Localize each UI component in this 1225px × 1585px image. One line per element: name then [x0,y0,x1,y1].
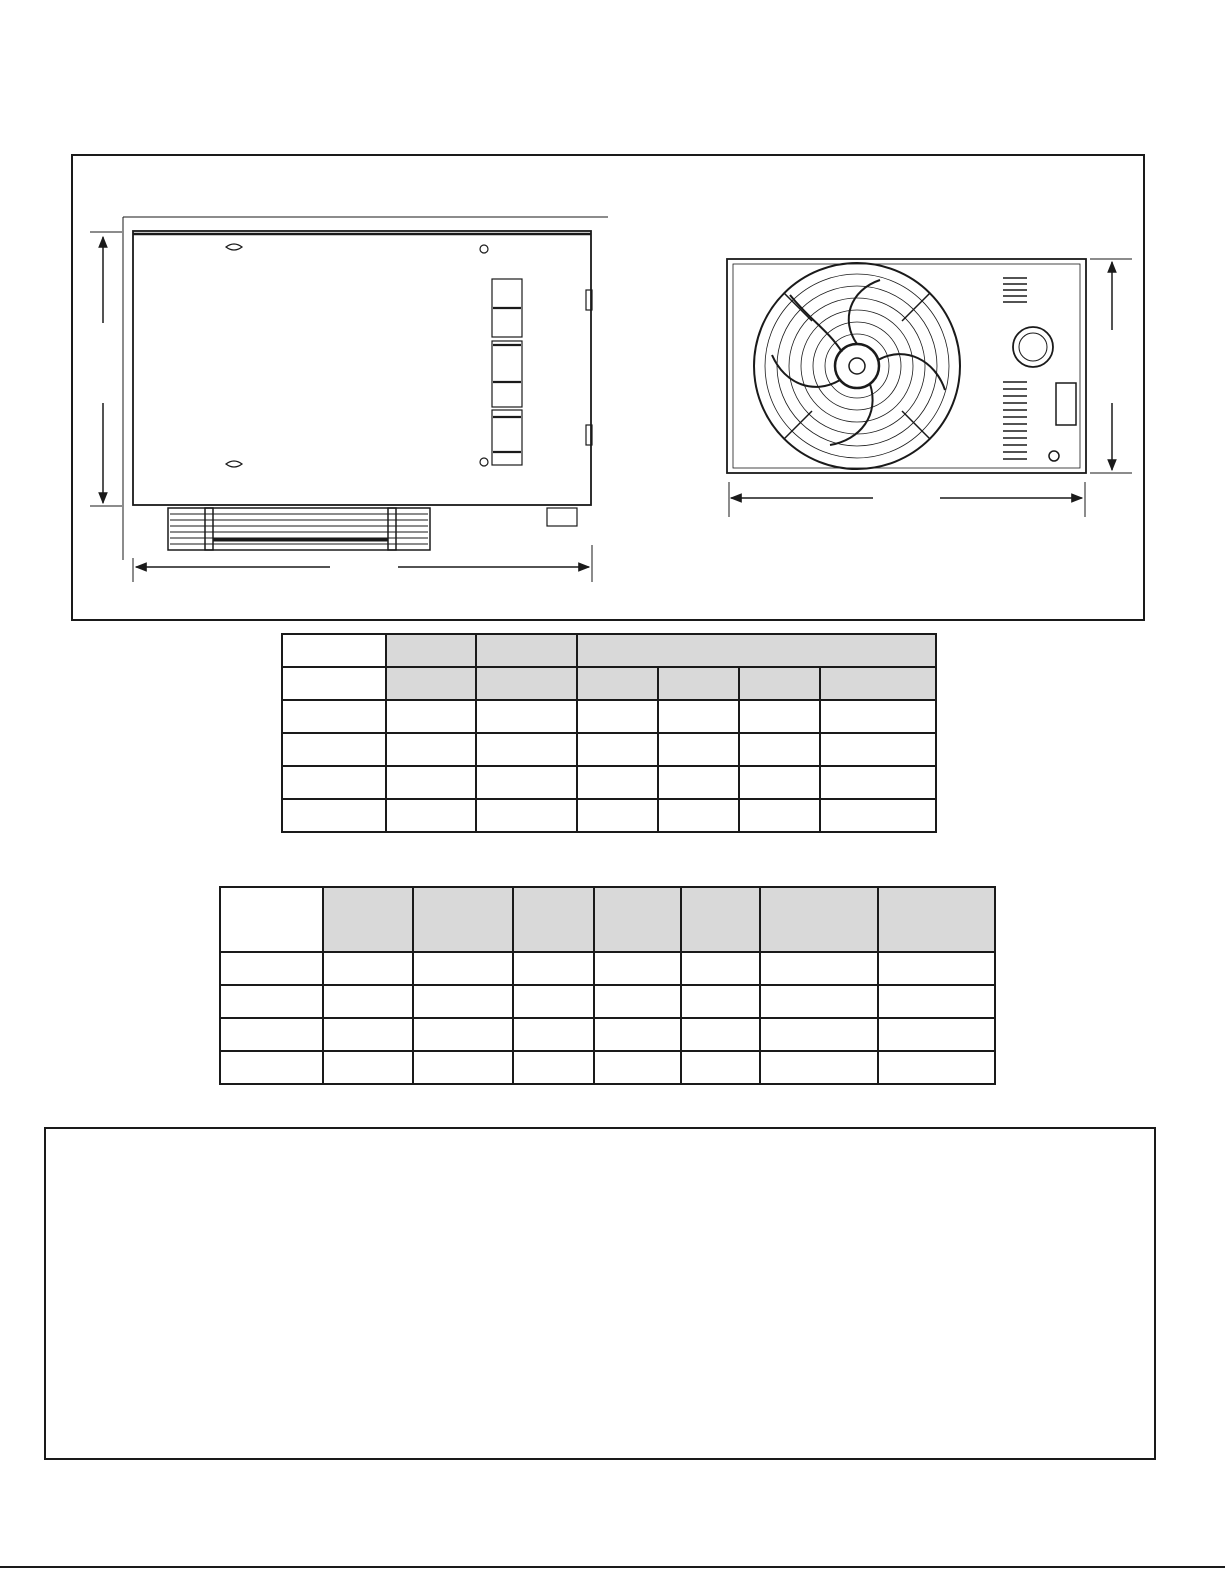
table-header-cell [577,634,936,667]
table-cell [681,952,760,985]
table-header-cell [323,887,413,952]
notes-box [44,1127,1156,1460]
table-cell [760,1051,878,1084]
table-cell [681,1051,760,1084]
table-cell [594,1051,681,1084]
table-header-cell [760,887,878,952]
table-row [220,985,995,1018]
table-cell [323,985,413,1018]
table-header-cell [476,634,577,667]
table-cell [739,799,820,832]
table-cell [323,1051,413,1084]
table-cell [681,985,760,1018]
table-cell [594,1018,681,1051]
table-cell [413,1018,513,1051]
table-cell [220,1051,323,1084]
table-cell [820,700,936,733]
table-header-cell [681,887,760,952]
table-cell [282,667,386,700]
table-cell [760,985,878,1018]
table-header-cell [594,887,681,952]
table-cell [476,700,577,733]
table-cell [658,733,739,766]
table-cell [323,952,413,985]
drawings-canvas [0,0,1225,640]
table-cell [386,766,476,799]
table-header-cell [413,887,513,952]
table-cell [820,799,936,832]
table-cell [323,1018,413,1051]
table-1-header-row-1 [282,634,936,667]
table-row [282,733,936,766]
table-cell [820,766,936,799]
table-row [282,766,936,799]
table-cell [878,985,995,1018]
table-cell [577,700,658,733]
table-cell [658,799,739,832]
table-cell [577,799,658,832]
table-cell [220,952,323,985]
table-cell [513,985,594,1018]
table-header-cell [878,887,995,952]
table-cell [282,766,386,799]
table-cell [386,700,476,733]
table-cell [760,1018,878,1051]
table-cell [739,733,820,766]
table-header-cell [386,634,476,667]
specifications-table [281,633,937,833]
unit-side-view-drawing [90,217,608,582]
table-header-cell [386,667,476,700]
table-row [220,1051,995,1084]
table-cell [282,733,386,766]
table-cell [386,799,476,832]
table-2-header-row [220,887,995,952]
table-cell [594,952,681,985]
table-cell [820,733,936,766]
table-cell [413,985,513,1018]
table-header-cell [739,667,820,700]
table-cell [577,733,658,766]
table-cell [476,799,577,832]
table-row [282,799,936,832]
footer-divider [0,1566,1225,1568]
table-1-header-row-2 [282,667,936,700]
table-cell [476,733,577,766]
table-cell [413,1051,513,1084]
table-row [220,952,995,985]
table-cell [386,733,476,766]
table-row [282,700,936,733]
table-cell [413,952,513,985]
table-cell [282,799,386,832]
table-cell [739,766,820,799]
table-cell [878,1018,995,1051]
performance-table [219,886,996,1085]
table-cell [658,700,739,733]
table-header-cell [476,667,577,700]
table-cell [594,985,681,1018]
table-cell [739,700,820,733]
table-cell [513,1051,594,1084]
table-cell [760,952,878,985]
table-cell [577,766,658,799]
table-row [220,1018,995,1051]
table-header-cell [577,667,658,700]
table-cell [658,766,739,799]
table-cell [282,700,386,733]
table-cell [513,1018,594,1051]
table-cell [878,1051,995,1084]
unit-front-view-fan-drawing [727,259,1132,517]
table-header-cell [658,667,739,700]
table-header-cell [820,667,936,700]
table-cell [220,985,323,1018]
table-cell [513,952,594,985]
table-header-cell [513,887,594,952]
table-cell [282,634,386,667]
table-cell [681,1018,760,1051]
table-cell [476,766,577,799]
table-cell [878,952,995,985]
table-cell [220,887,323,952]
table-cell [220,1018,323,1051]
